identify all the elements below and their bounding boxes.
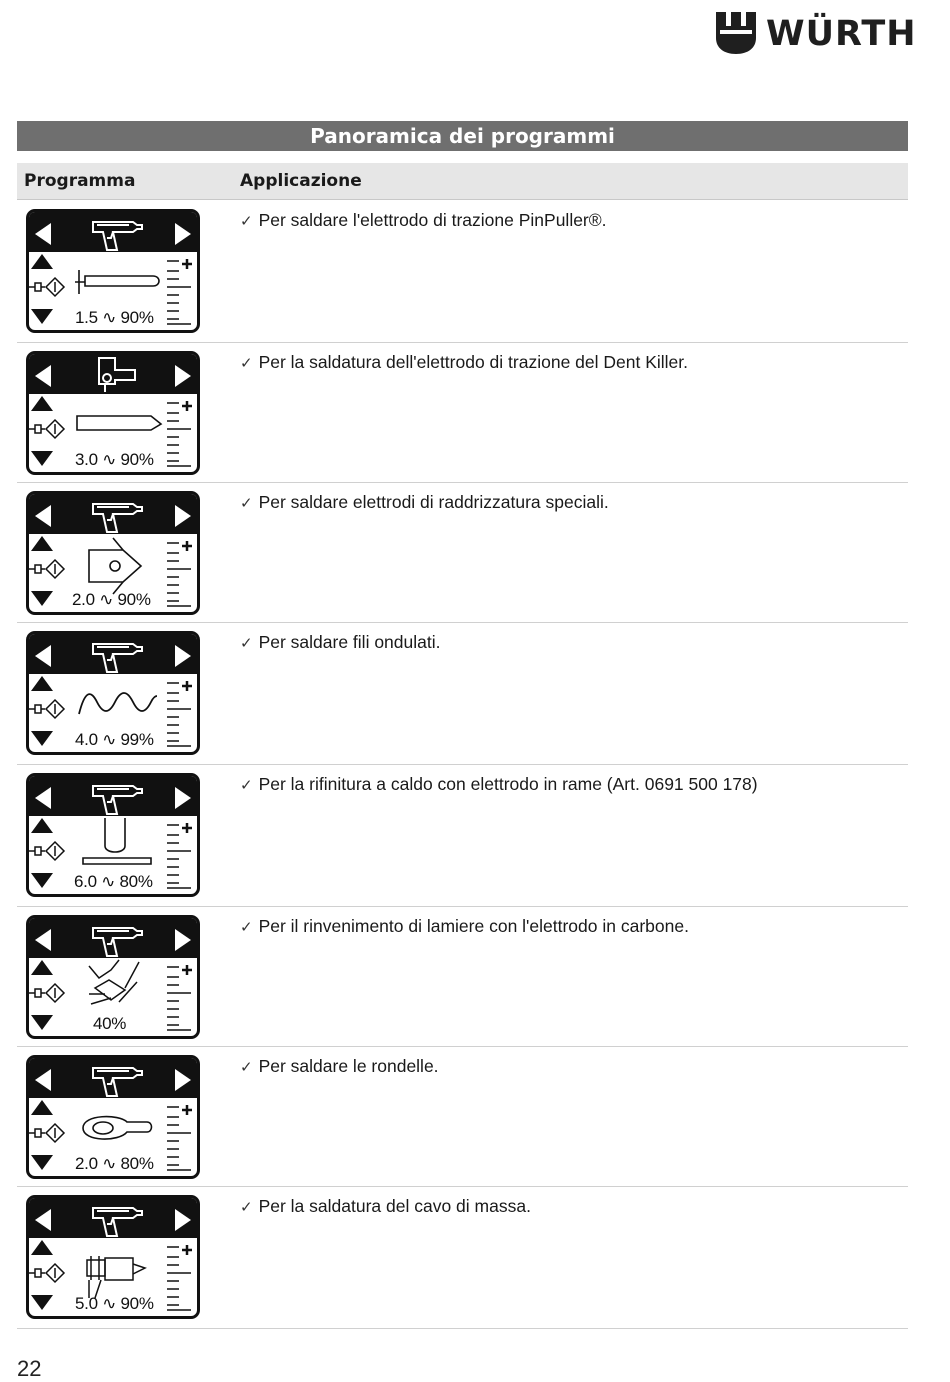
display-header [29,776,197,816]
program-display [26,1195,200,1319]
check-icon: ✓ [240,212,253,230]
brand-name: WÜRTH [766,14,917,54]
table-row [17,622,908,765]
application-description: Per saldare l'elettrodo di trazione PinPuller®. [258,210,607,230]
display-body [29,252,197,330]
check-icon: ✓ [240,494,253,512]
application-text [240,352,688,373]
application-description: Per il rinvenimento di lamiere con l'elettrodo in carbone. [258,916,689,936]
application-text [240,1196,531,1217]
table-header [17,163,908,200]
display-header [29,918,197,958]
table-row [17,1186,908,1329]
display-header [29,494,197,534]
display-header [29,634,197,674]
section-title: Panoramica dei programmi [17,121,908,151]
table-row [17,200,908,343]
copper-electrode-icon [83,818,151,864]
program-value: 1.5 ∿ 90% [75,308,154,327]
wurth-logo [716,12,916,56]
program-display [26,351,200,475]
display-header [29,354,197,394]
display-header [29,1198,197,1238]
table-row [17,482,908,623]
display-body [29,674,197,752]
display-body [29,1098,197,1176]
program-value: 3.0 ∿ 90% [75,450,154,469]
application-text [240,210,607,231]
application-description: Per saldare elettrodi di raddrizzatura speciali. [258,492,609,512]
ground-cable-icon [87,1256,145,1298]
table-row [17,342,908,483]
table-row [17,764,908,907]
column-header-program: Programma [24,171,136,191]
special-electrode-icon [89,538,141,594]
application-description: Per la saldatura dell'elettrodo di trazione del Dent Killer. [258,352,688,372]
program-display [26,1055,200,1179]
check-icon: ✓ [240,918,253,936]
display-body [29,958,197,1036]
application-description: Per saldare fili ondulati. [258,632,441,652]
display-header [29,212,197,252]
program-display [26,773,200,897]
display-body [29,816,197,894]
application-description: Per la saldatura del cavo di massa. [258,1196,531,1216]
application-text [240,492,609,513]
column-header-application: Applicazione [240,171,362,191]
table-row [17,906,908,1047]
check-icon: ✓ [240,354,253,372]
display-body [29,394,197,472]
display-body [29,534,197,612]
program-value: 40% [93,1014,127,1033]
dent-killer-electrode-icon [77,416,161,430]
program-display [26,491,200,615]
wurth-emblem-icon [716,12,756,56]
check-icon: ✓ [240,634,253,652]
check-icon: ✓ [240,776,253,794]
application-text [240,632,440,653]
display-header [29,1058,197,1098]
program-value: 2.0 ∿ 90% [72,590,151,609]
program-value: 4.0 ∿ 99% [75,730,154,749]
program-value: 6.0 ∿ 80% [74,872,153,891]
application-text [240,774,758,795]
table-row [17,1046,908,1187]
carbon-electrode-icon [89,960,139,1004]
check-icon: ✓ [240,1198,253,1216]
page-number: 22 [17,1356,42,1381]
application-description: Per saldare le rondelle. [258,1056,439,1076]
wavy-wire-icon [79,693,157,714]
display-body [29,1238,197,1316]
application-text [240,916,689,937]
application-text [240,1056,439,1077]
application-description: Per la rifinitura a caldo con elettrodo in rame (Art. 0691 500 178) [258,774,758,794]
program-display [26,631,200,755]
program-value: 5.0 ∿ 90% [75,1294,154,1313]
washer-icon [83,1117,152,1139]
program-value: 2.0 ∿ 80% [75,1154,154,1173]
program-display [26,209,200,333]
program-display [26,915,200,1039]
pinpuller-electrode-icon [75,270,159,294]
check-icon: ✓ [240,1058,253,1076]
